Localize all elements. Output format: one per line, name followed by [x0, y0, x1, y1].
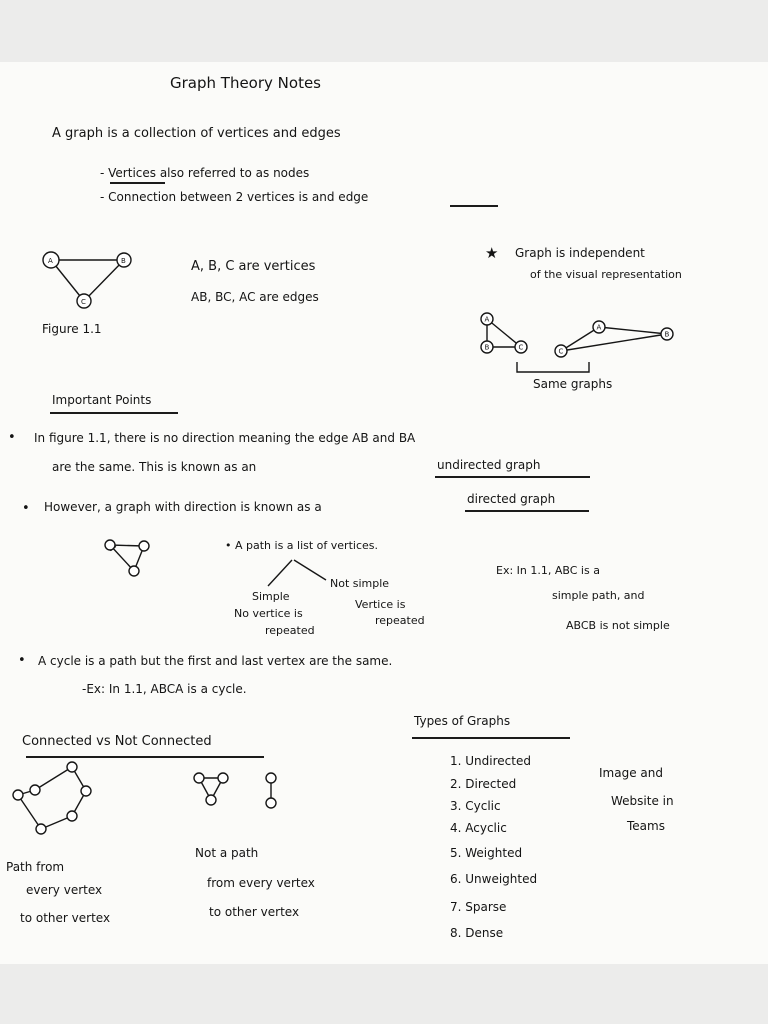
important-heading: Important Points: [52, 393, 152, 407]
path-branch-lines: [260, 558, 340, 590]
not-simple-label: Not simple: [330, 577, 390, 590]
disconnected-caption-line3: to other vertex: [209, 905, 300, 919]
directed-para: However, a graph with direction is known as a: [44, 500, 322, 514]
type-item: 6. Unweighted: [450, 872, 538, 886]
type-item: 2. Directed: [450, 777, 517, 791]
type-item: 5. Weighted: [450, 846, 523, 860]
vertices-underline: [110, 182, 165, 184]
bullet-icon: •: [22, 501, 30, 516]
type-item: 8. Dense: [450, 926, 504, 940]
teams-note-line3: Teams: [627, 819, 665, 833]
disconnected-caption-line1: Not a path: [195, 846, 259, 860]
definition-bullet-edge: - Connection between 2 vertices is and edge: [100, 190, 369, 204]
simple-desc-line1: No vertice is: [234, 607, 303, 620]
left-node-b-label: B: [484, 343, 490, 352]
connected-caption-line3: to other vertex: [20, 911, 111, 925]
types-underline: [412, 737, 570, 739]
same-graphs-label: Same graphs: [533, 377, 613, 391]
directed-underline: [465, 510, 589, 512]
independent-note-line1: Graph is independent: [515, 246, 645, 260]
directed-graph-diagram: [100, 538, 160, 580]
disconnected-graph-diagram: [190, 770, 290, 815]
right-node-b-label: B: [664, 330, 670, 339]
same-graphs-bracket: [517, 362, 589, 372]
type-item: 3. Cyclic: [450, 799, 501, 813]
node-b-label: B: [121, 257, 126, 265]
not-simple-desc-line2: repeated: [375, 614, 425, 627]
connected-heading: Connected vs Not Connected: [22, 734, 212, 749]
type-item: 4. Acyclic: [450, 821, 507, 835]
page-title: Graph Theory Notes: [170, 74, 321, 92]
path-definition: • A path is a list of vertices.: [225, 539, 378, 552]
figure-1-1-diagram: [38, 248, 138, 318]
simple-desc-line2: repeated: [265, 624, 315, 637]
right-node-c-label: C: [558, 347, 564, 356]
cycle-definition: A cycle is a path but the first and last vertex are the same.: [38, 654, 393, 668]
left-node-c-label: C: [518, 343, 524, 352]
disconnected-caption-line2: from every vertex: [207, 876, 315, 890]
definition-bullet-vertices: - Vertices also referred to as nodes: [100, 166, 310, 180]
types-heading: Types of Graphs: [414, 714, 511, 728]
connected-graph-diagram: [10, 760, 90, 840]
undirected-underline: [435, 476, 590, 478]
simple-label: Simple: [252, 590, 290, 603]
not-simple-desc-line1: Vertice is: [355, 598, 406, 611]
node-c-label: C: [81, 298, 86, 306]
cycle-example: -Ex: In 1.1, ABCA is a cycle.: [82, 682, 247, 696]
edges-description: AB, BC, AC are edges: [191, 290, 319, 304]
left-node-a-label: A: [484, 315, 490, 324]
vertices-description: A, B, C are vertices: [191, 259, 316, 274]
path-example-line1: Ex: In 1.1, ABC is a: [496, 564, 600, 577]
same-graphs-diagram: [475, 310, 685, 380]
definition-text: A graph is a collection of vertices and edges: [52, 126, 341, 141]
path-example-line2: simple path, and: [552, 589, 645, 602]
connected-underline: [26, 756, 264, 758]
important-underline: [50, 412, 178, 414]
teams-note-line1: Image and: [599, 766, 663, 780]
undirected-para-line1: In figure 1.1, there is no direction meaning the edge AB and BA: [34, 431, 416, 445]
bullet-icon: •: [18, 653, 26, 668]
directed-graph-term: directed graph: [467, 492, 556, 506]
connected-caption-line2: every vertex: [26, 883, 103, 897]
star-icon: ★: [485, 244, 499, 262]
right-node-a-label: A: [596, 323, 602, 332]
bullet-icon: •: [8, 430, 16, 445]
node-a-label: A: [48, 257, 53, 265]
edge-underline: [450, 205, 498, 207]
undirected-graph-term: undirected graph: [437, 458, 541, 472]
type-item: 7. Sparse: [450, 900, 507, 914]
teams-note-line2: Website in: [611, 794, 674, 808]
undirected-para-line2: are the same. This is known as an: [52, 460, 257, 474]
figure-caption: Figure 1.1: [42, 322, 102, 336]
path-example-line3: ABCB is not simple: [566, 619, 670, 632]
independent-note-line2: of the visual representation: [530, 268, 682, 281]
connected-caption-line1: Path from: [6, 860, 65, 874]
type-item: 1. Undirected: [450, 754, 531, 768]
